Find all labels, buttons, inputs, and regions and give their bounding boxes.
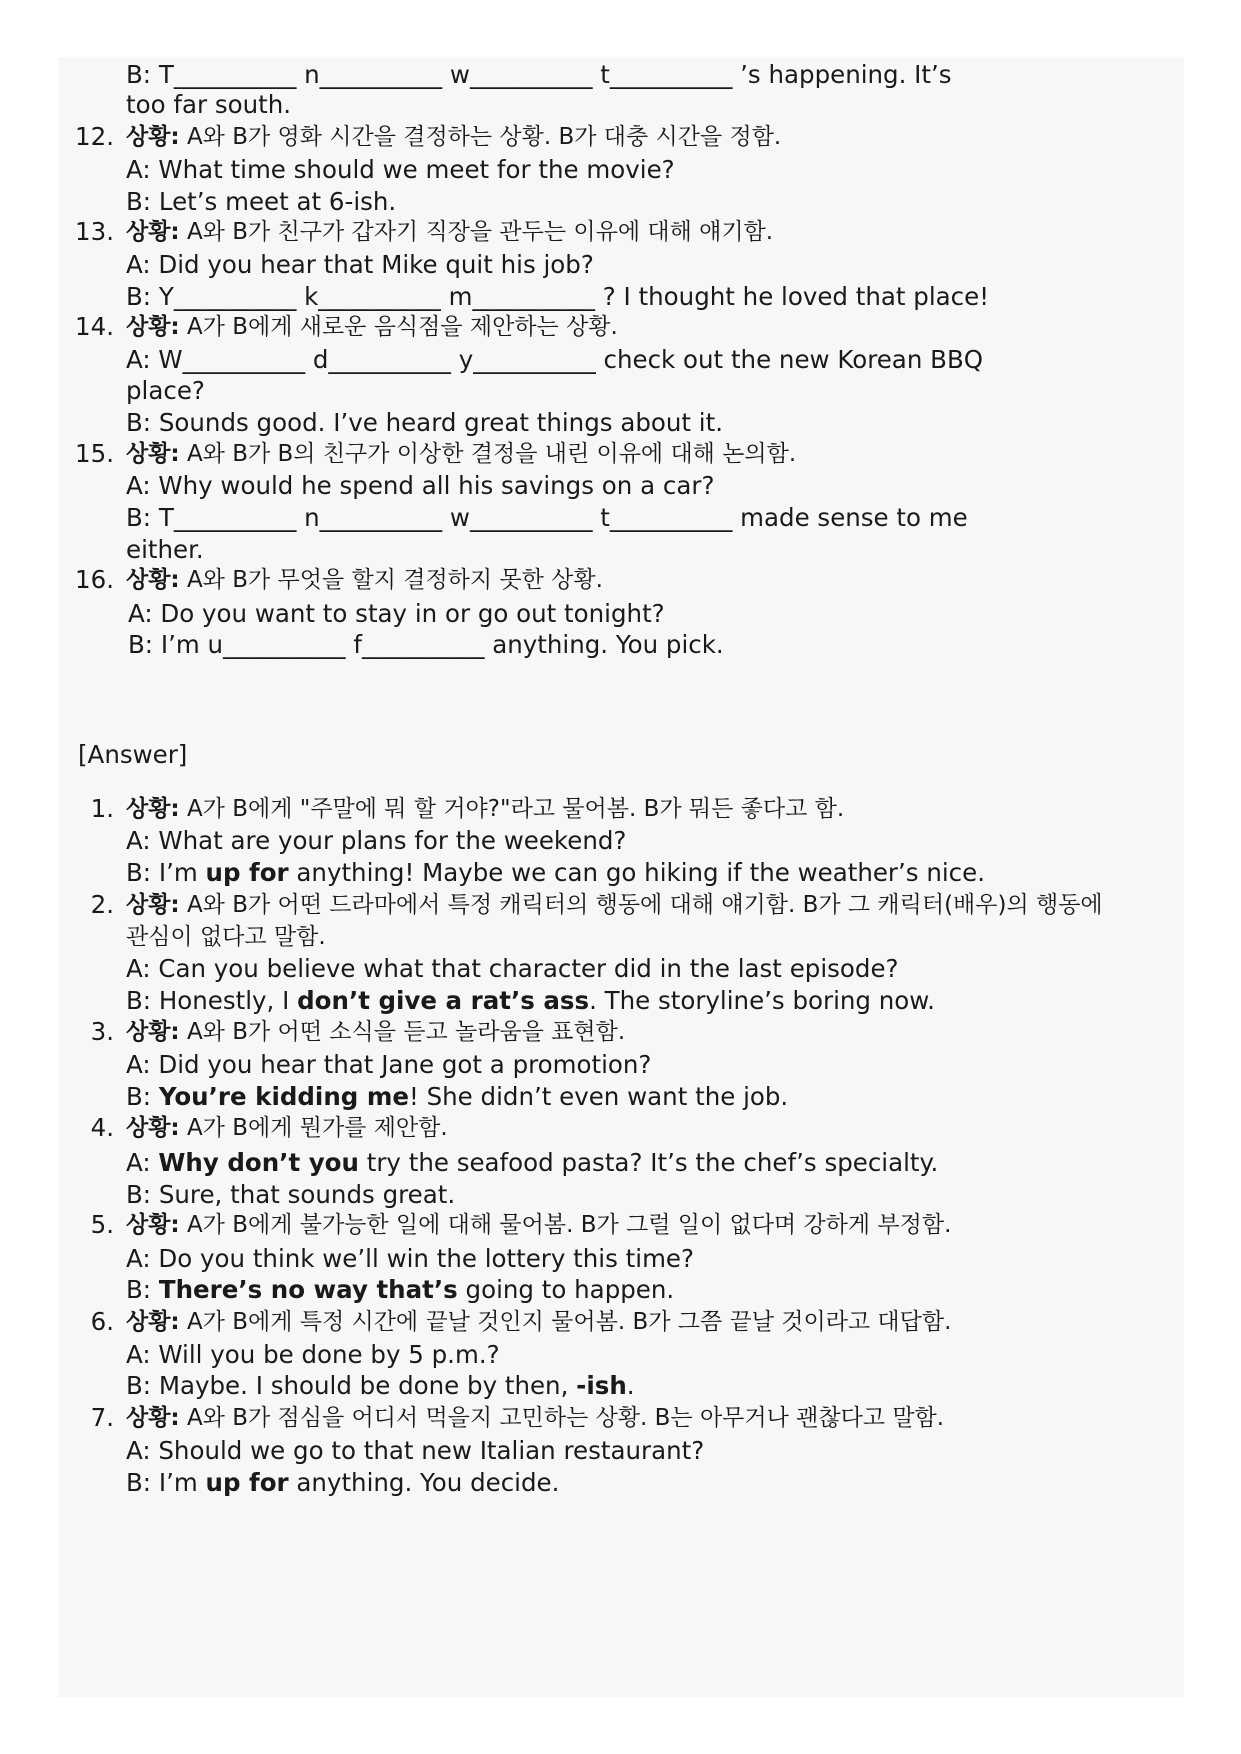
line-text: B: (126, 1082, 159, 1111)
situation-label: 상황: (126, 1115, 180, 1141)
q16-line-b: B: I’m u__________ f__________ anything. You pick. (128, 630, 724, 659)
a3-situation (126, 1017, 625, 1047)
a6-situation (126, 1307, 951, 1337)
situation-label: 상황: (126, 1309, 180, 1335)
situation-text: A와 B가 친구가 갑자기 직장을 관두는 이유에 대해 얘기함. (179, 219, 774, 245)
situation-label: 상황: (126, 1019, 180, 1045)
answer-heading: [Answer] (78, 740, 188, 769)
a7-line-b (126, 1468, 559, 1498)
a3-line-a: A: Did you hear that Jane got a promotion? (126, 1050, 652, 1079)
situation-label: 상황: (126, 567, 180, 593)
line-text: going to happen. (457, 1275, 675, 1304)
line-text: ! She didn’t even want the job. (408, 1082, 789, 1111)
q14-line-a1: A: W__________ d__________ y__________ check out the new Korean BBQ (126, 345, 984, 374)
q11-b-line1: B: T__________ n__________ w__________ t__________ ’s happening. It’s (126, 60, 952, 89)
q12-number: 12. (75, 122, 114, 151)
a7-situation (126, 1403, 944, 1433)
a6-line-a: A: Will you be done by 5 p.m.? (126, 1340, 500, 1369)
situation-label: 상황: (126, 1212, 180, 1238)
a7-number: 7. (90, 1403, 114, 1432)
a5-line-b (126, 1275, 674, 1305)
situation-label: 상황: (126, 124, 180, 150)
line-text: anything! Maybe we can go hiking if the weather’s nice. (288, 858, 985, 887)
situation-text: A가 B에게 "주말에 뭐 할 거야?"라고 물어봄. B가 뭐든 좋다고 함. (179, 796, 845, 822)
answer-phrase: don’t give a rat’s ass (297, 986, 590, 1015)
q13-situation (126, 217, 773, 247)
q15-line-b2: either. (126, 535, 204, 564)
q16-number: 16. (75, 565, 114, 594)
answer-phrase: -ish (576, 1371, 627, 1400)
line-text: B: Honestly, I (126, 986, 298, 1015)
a2-line-b (126, 986, 935, 1016)
a5-situation (126, 1210, 951, 1240)
a4-line-a (126, 1148, 938, 1178)
situation-label: 상황: (126, 441, 180, 467)
situation-text: A가 B에게 불가능한 일에 대해 물어봄. B가 그럴 일이 없다며 강하게 부정함. (179, 1212, 952, 1238)
a1-line-b (126, 858, 985, 888)
answer-phrase: up for (205, 858, 289, 887)
q13-line-b: B: Y__________ k__________ m__________ ? I thought he loved that place! (126, 282, 990, 311)
q15-situation (126, 439, 796, 469)
situation-label: 상황: (126, 796, 180, 822)
situation-text: A와 B가 영화 시간을 결정하는 상황. B가 대충 시간을 정함. (179, 124, 782, 150)
a3-line-b (126, 1082, 788, 1112)
answer-phrase: There’s no way that’s (158, 1275, 458, 1304)
q16-line-a: A: Do you want to stay in or go out tonight? (128, 599, 665, 628)
a6-number: 6. (90, 1307, 114, 1336)
a2-situation-line1 (126, 890, 1103, 920)
a2-line-a: A: Can you believe what that character did in the last episode? (126, 954, 899, 983)
situation-text: A와 B가 점심을 어디서 먹을지 고민하는 상황. B는 아무거나 괜찮다고 말함. (179, 1405, 945, 1431)
a7-line-a: A: Should we go to that new Italian restaurant? (126, 1436, 705, 1465)
a4-number: 4. (90, 1113, 114, 1142)
q14-line-b: B: Sounds good. I’ve heard great things about it. (126, 408, 723, 437)
line-text: B: Maybe. I should be done by then, (126, 1371, 577, 1400)
a2-number: 2. (90, 890, 114, 919)
q14-line-a2: place? (126, 376, 205, 405)
situation-text: A가 B에게 새로운 음식점을 제안하는 상황. (179, 314, 618, 340)
q12-line-b: B: Let’s meet at 6-ish. (126, 187, 397, 216)
answer-phrase: You’re kidding me (158, 1082, 409, 1111)
q15-number: 15. (75, 439, 114, 468)
line-text: . (626, 1371, 635, 1400)
a1-situation (126, 794, 844, 824)
a1-line-a: A: What are your plans for the weekend? (126, 826, 627, 855)
a3-number: 3. (90, 1017, 114, 1046)
line-text: . The storyline’s boring now. (589, 986, 935, 1015)
a4-situation (126, 1113, 448, 1143)
q12-line-a: A: What time should we meet for the movie? (126, 155, 675, 184)
line-text: try the seafood pasta? It’s the chef’s specialty. (358, 1148, 939, 1177)
a1-number: 1. (90, 794, 114, 823)
a5-line-a: A: Do you think we’ll win the lottery this time? (126, 1244, 695, 1273)
q15-line-b1: B: T__________ n__________ w__________ t__________ made sense to me (126, 503, 968, 532)
situation-text: A가 B에게 특정 시간에 끝날 것인지 물어봄. B가 그쯤 끝날 것이라고 대답함. (179, 1309, 952, 1335)
situation-text: A와 B가 무엇을 할지 결정하지 못한 상황. (179, 567, 603, 593)
q13-number: 13. (75, 217, 114, 246)
situation-label: 상황: (126, 892, 180, 918)
answer-phrase: up for (205, 1468, 289, 1497)
situation-text: A와 B가 B의 친구가 이상한 결정을 내린 이유에 대해 논의함. (179, 441, 797, 467)
a6-line-b (126, 1371, 635, 1401)
situation-label: 상황: (126, 1405, 180, 1431)
situation-label: 상황: (126, 314, 180, 340)
a5-number: 5. (90, 1210, 114, 1239)
situation-label: 상황: (126, 219, 180, 245)
line-text: A: (126, 1148, 159, 1177)
q13-line-a: A: Did you hear that Mike quit his job? (126, 250, 594, 279)
line-text: anything. You decide. (288, 1468, 560, 1497)
a2-situation-line2: 관심이 없다고 말함. (126, 924, 326, 950)
q16-situation (126, 565, 603, 595)
line-text: B: I’m (126, 858, 206, 887)
q11-b-line2: too far south. (126, 90, 292, 119)
situation-text: A가 B에게 뭔가를 제안함. (179, 1115, 448, 1141)
a4-line-b: B: Sure, that sounds great. (126, 1180, 456, 1209)
q15-line-a: A: Why would he spend all his savings on a car? (126, 471, 715, 500)
q14-number: 14. (75, 312, 114, 341)
q12-situation (126, 122, 781, 152)
q14-situation (126, 312, 618, 342)
line-text: B: (126, 1275, 159, 1304)
situation-text: A와 B가 어떤 드라마에서 특정 캐릭터의 행동에 대해 얘기함. B가 그 캐릭터(배우)의 행동에 (179, 892, 1103, 918)
answer-phrase: Why don’t you (158, 1148, 359, 1177)
worksheet-page (58, 57, 1184, 1697)
situation-text: A와 B가 어떤 소식을 듣고 놀라움을 표현함. (179, 1019, 626, 1045)
line-text: B: I’m (126, 1468, 206, 1497)
